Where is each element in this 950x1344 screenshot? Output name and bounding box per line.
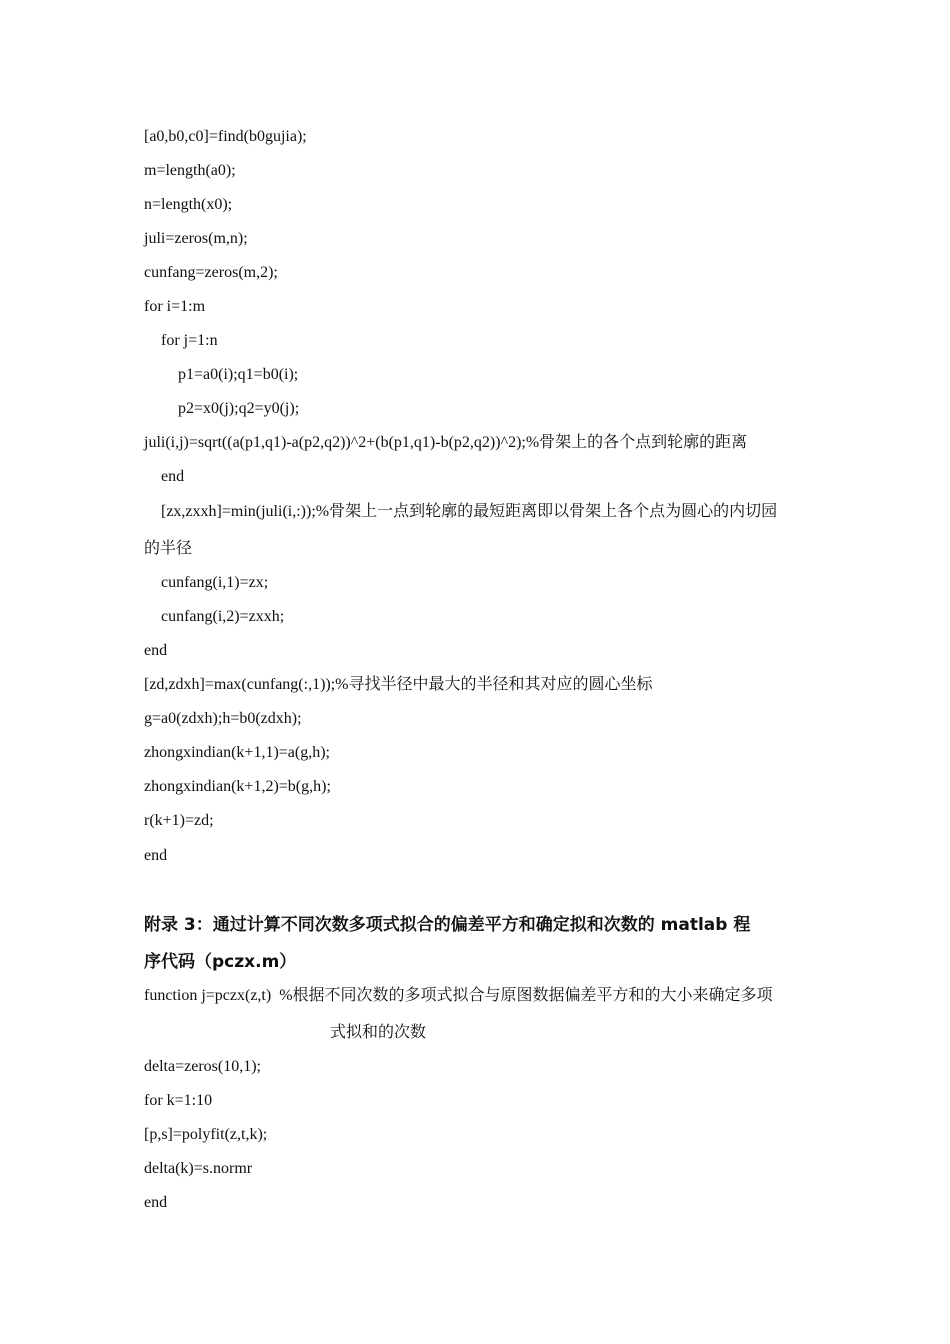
code-line: r(k+1)=zd; (144, 812, 214, 829)
code-line: cunfang=zeros(m,2); (144, 264, 278, 281)
code-line: [p,s]=polyfit(z,t,k); (144, 1126, 268, 1143)
code-line: [zd,zdxh]=max(cunfang(:,1));%寻找半径中最大的半径和其对应的圆心坐标 (144, 676, 653, 693)
code-line: juli(i,j)=sqrt((a(p1,q1)-a(p2,q2))^2+(b(p1,q1)-b(p2,q2))^2);%骨架上的各个点到轮廓的距离 (144, 434, 748, 451)
code-line: for i=1:m (144, 298, 206, 315)
code-line: p1=a0(i);q1=b0(i); (178, 366, 299, 383)
code-line: zhongxindian(k+1,2)=b(g,h); (144, 778, 331, 795)
code-line: [zx,zxxh]=min(juli(i,:));%骨架上一点到轮廓的最短距离即以骨架上各个点为圆心的内切园 (161, 503, 778, 520)
code-line: delta(k)=s.normr (144, 1160, 253, 1177)
code-line: 的半径 (144, 540, 193, 557)
code-line: 式拟和的次数 (330, 1024, 427, 1041)
code-line: zhongxindian(k+1,1)=a(g,h); (144, 744, 330, 761)
code-line: for k=1:10 (144, 1092, 213, 1109)
code-line: p2=x0(j);q2=y0(j); (178, 400, 300, 417)
code-line: end (144, 1194, 168, 1211)
code-line: [a0,b0,c0]=find(b0gujia); (144, 128, 307, 145)
appendix-heading-continued: 序代码（pczx.m） (144, 952, 297, 972)
code-line: juli=zeros(m,n); (144, 230, 248, 247)
code-line: end (144, 847, 168, 864)
code-line: end (161, 468, 185, 485)
code-line: for j=1:n (161, 332, 218, 349)
appendix-heading: 附录 3：通过计算不同次数多项式拟合的偏差平方和确定拟和次数的 matlab 程 (144, 915, 751, 935)
code-line: m=length(a0); (144, 162, 236, 179)
code-line: delta=zeros(10,1); (144, 1058, 261, 1075)
code-line: g=a0(zdxh);h=b0(zdxh); (144, 710, 302, 727)
code-line: cunfang(i,1)=zx; (161, 574, 269, 591)
code-line: end (144, 642, 168, 659)
code-line: n=length(x0); (144, 196, 233, 213)
code-line: function j=pczx(z,t) %根据不同次数的多项式拟合与原图数据偏差平方和的大小来确定多项 (144, 987, 773, 1004)
code-line: cunfang(i,2)=zxxh; (161, 608, 285, 625)
